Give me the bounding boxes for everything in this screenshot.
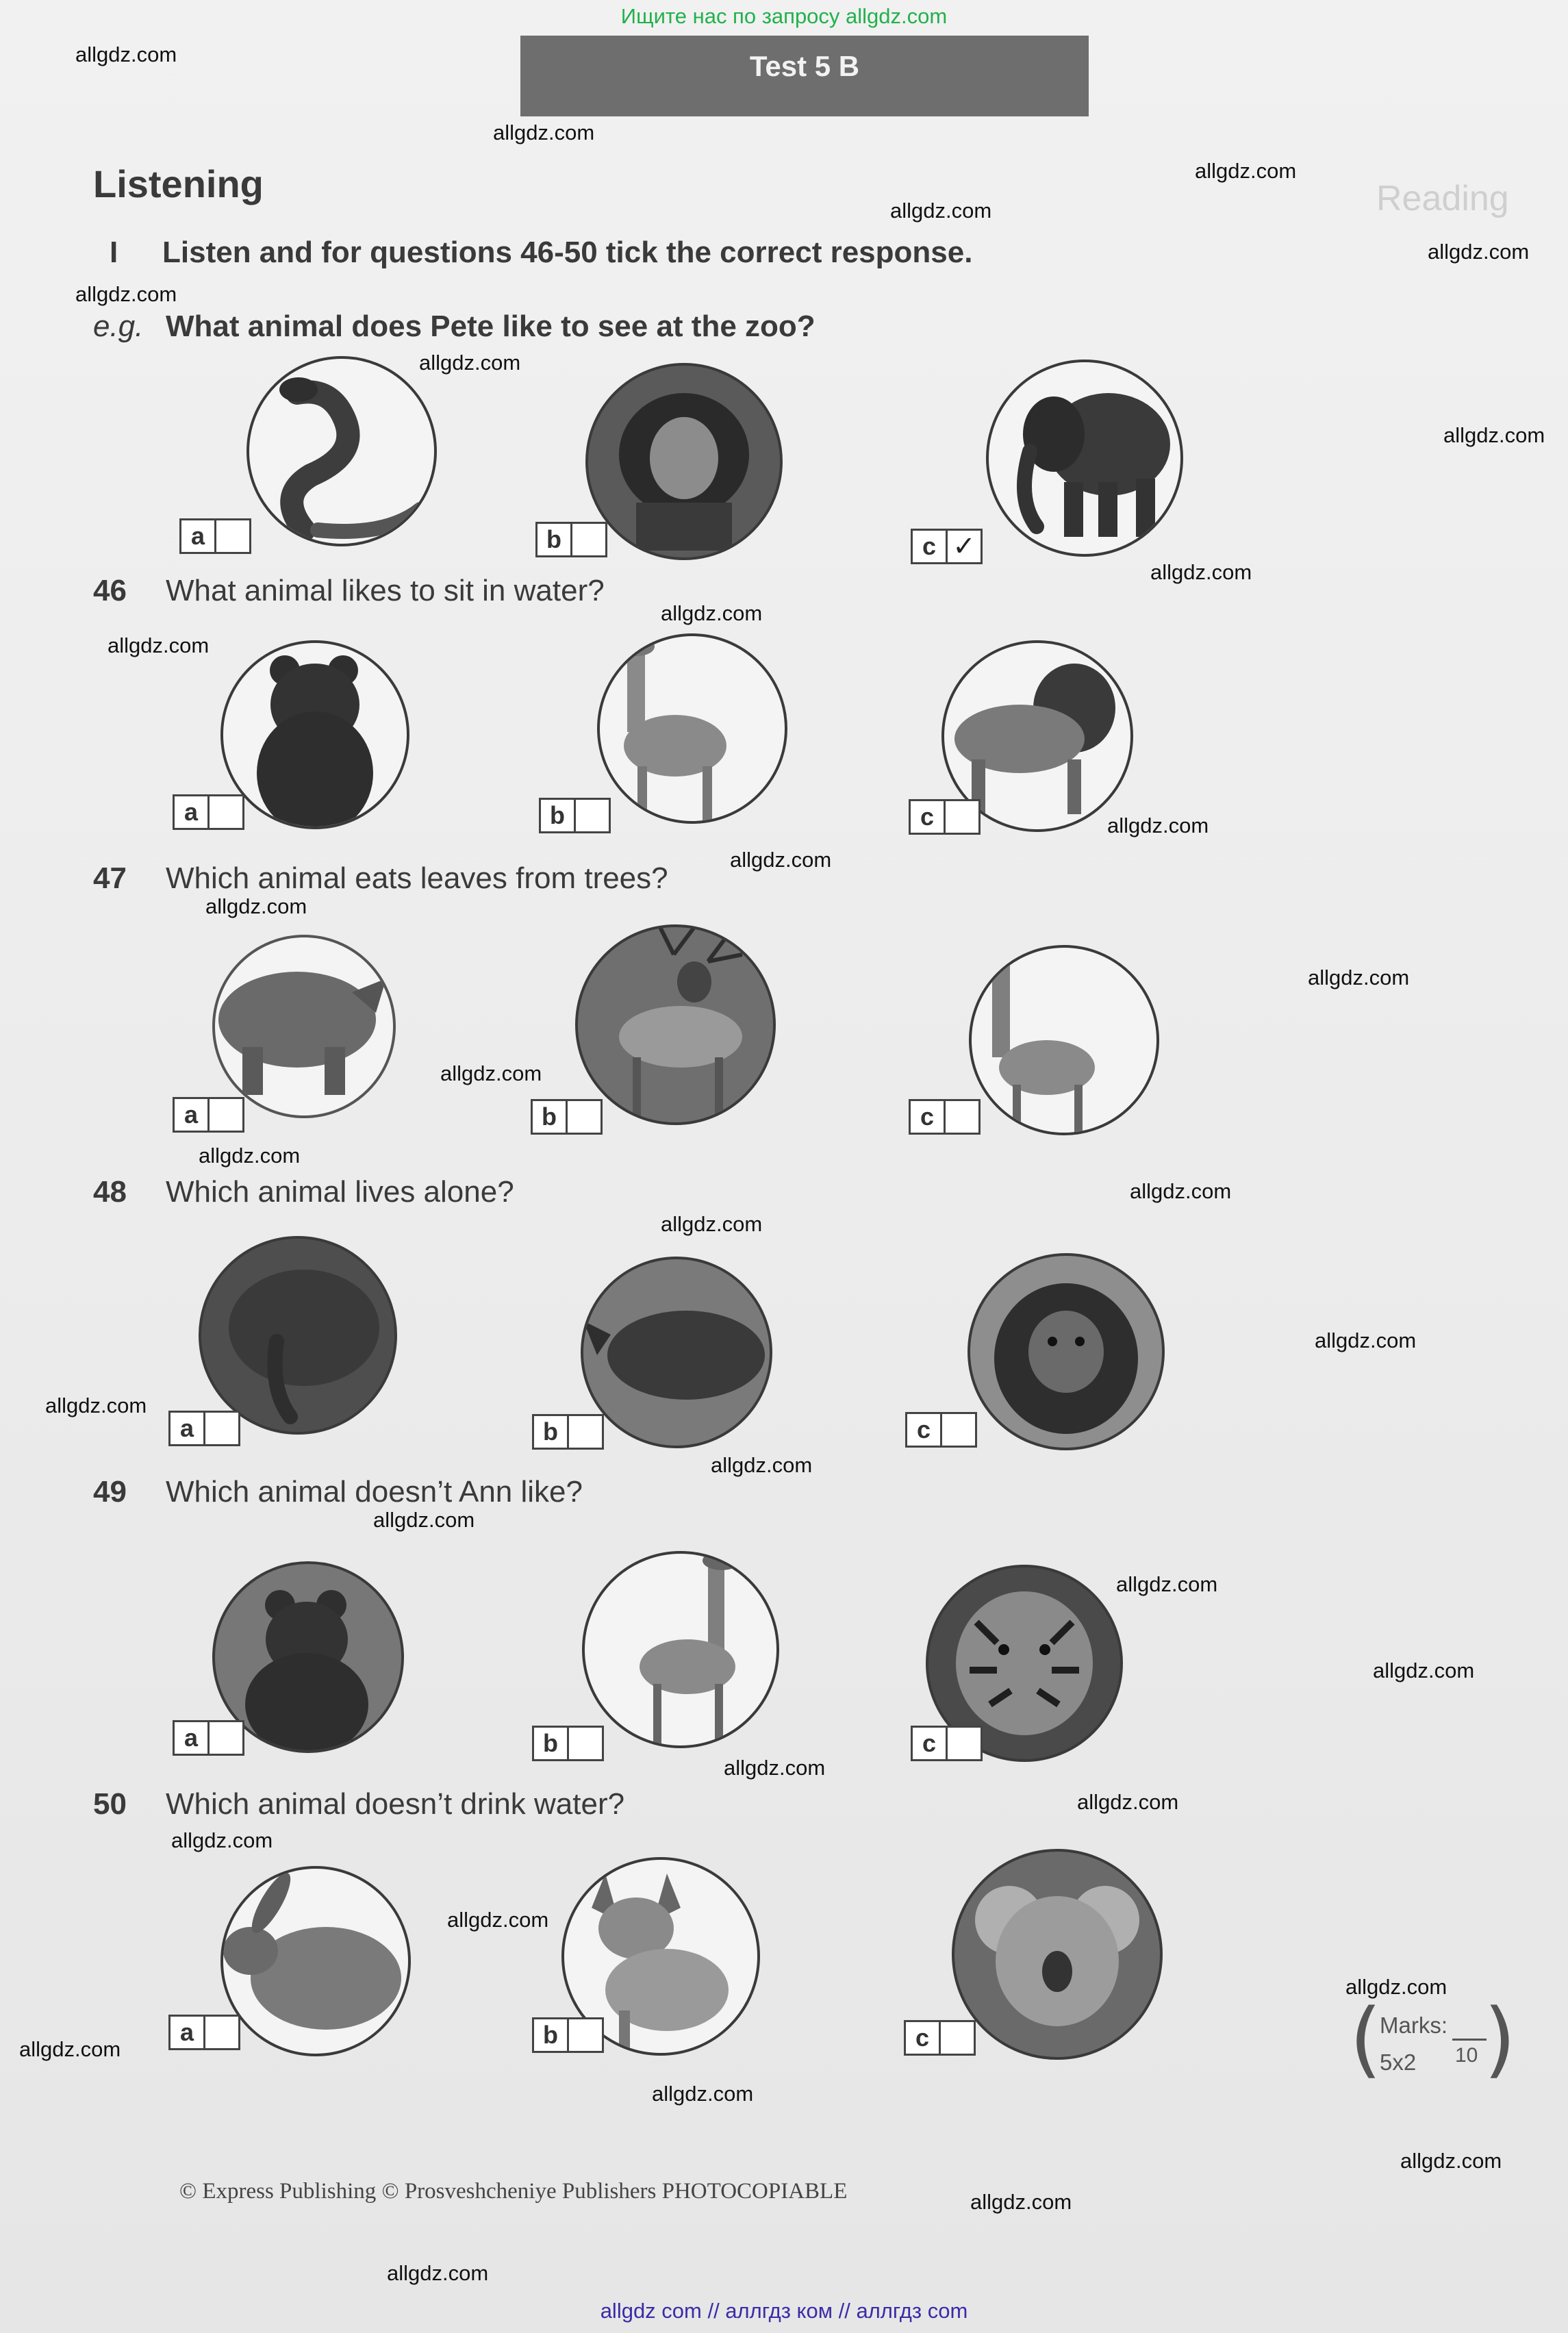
answer-box[interactable] <box>911 1726 983 1761</box>
answer-box[interactable] <box>168 1411 240 1446</box>
giraffe-icon <box>969 945 1159 1135</box>
watermark: allgdz.com <box>1308 966 1410 989</box>
option-letter: a <box>170 2017 205 2048</box>
question-number: e.g. <box>93 310 144 343</box>
tick-box[interactable] <box>568 1101 600 1133</box>
option-letter: a <box>175 1722 210 1754</box>
tick-box[interactable] <box>946 1101 978 1133</box>
rhino-icon <box>212 935 396 1118</box>
watermark: allgdz.com <box>1428 240 1530 264</box>
watermark: allgdz.com <box>447 1908 549 1932</box>
answer-box[interactable] <box>179 518 251 554</box>
site-banner-top[interactable]: Ищите нас по запросу allgdz.com <box>620 4 948 28</box>
rhino-icon <box>581 1257 772 1448</box>
bleed-through-text: Reading <box>1376 179 1509 218</box>
marks-label: Marks: <box>1380 2013 1447 2038</box>
marks-total: 10 <box>1455 2044 1478 2067</box>
watermark: allgdz.com <box>970 2190 1072 2214</box>
watermark: allgdz.com <box>1373 1659 1475 1682</box>
question-number: 47 <box>93 861 127 895</box>
elephant-icon <box>986 360 1183 557</box>
option-letter: b <box>534 1416 569 1448</box>
bear-icon <box>220 640 409 829</box>
watermark: allgdz.com <box>661 601 763 625</box>
test-title-banner: Test 5 B <box>520 36 1089 116</box>
question-number: 46 <box>93 574 127 607</box>
question-text: What animal likes to sit in water? <box>166 574 605 607</box>
watermark: allgdz.com <box>419 351 521 375</box>
watermark: allgdz.com <box>1130 1179 1232 1203</box>
question-text: Which animal doesn’t Ann like? <box>166 1475 583 1509</box>
watermark: allgdz.com <box>1107 814 1209 837</box>
watermark: allgdz.com <box>45 1394 147 1417</box>
option-letter: b <box>533 1101 568 1133</box>
watermark: allgdz.com <box>1077 1790 1179 1814</box>
marks-multiplier: 5x2 <box>1380 2050 1417 2075</box>
option-letter: c <box>906 2022 941 2054</box>
tick-box[interactable] <box>205 2017 238 2048</box>
tick-box[interactable] <box>569 1416 602 1448</box>
watermark: allgdz.com <box>75 42 177 66</box>
watermark: allgdz.com <box>1345 1975 1447 1999</box>
answer-box[interactable] <box>909 1099 981 1135</box>
question-number: 50 <box>93 1787 127 1821</box>
tick-box[interactable] <box>205 1413 238 1444</box>
answer-box[interactable] <box>173 1720 244 1756</box>
paren-right-icon: ) <box>1484 1992 1516 2087</box>
question-number: 48 <box>93 1175 127 1209</box>
option-letter: c <box>911 801 946 833</box>
instruction-number: I <box>110 236 118 269</box>
tick-box[interactable] <box>210 796 242 828</box>
watermark: allgdz.com <box>724 1756 826 1780</box>
question-number: 49 <box>93 1475 127 1509</box>
watermark: allgdz.com <box>75 282 177 306</box>
watermark: allgdz.com <box>373 1508 475 1532</box>
tick-box[interactable] <box>946 801 978 833</box>
watermark: allgdz.com <box>493 121 595 144</box>
giraffe-icon <box>597 633 787 824</box>
tick-box[interactable] <box>572 524 605 555</box>
question-text: Which animal lives alone? <box>166 1175 514 1209</box>
check-mark-icon[interactable]: ✓ <box>952 531 976 562</box>
tick-box[interactable] <box>948 1728 981 1759</box>
site-banner-bottom[interactable]: allgdz com // аллгдз ком // аллгдз com <box>600 2299 968 2323</box>
option-letter: b <box>541 800 576 831</box>
watermark: allgdz.com <box>1150 560 1252 584</box>
watermark: allgdz.com <box>205 894 307 918</box>
watermark: allgdz.com <box>652 2082 754 2106</box>
option-letter: b <box>534 1728 569 1759</box>
answer-box[interactable] <box>909 799 981 835</box>
section-heading: Listening <box>93 162 264 205</box>
option-letter: c <box>907 1414 942 1446</box>
answer-box[interactable] <box>168 2015 240 2050</box>
question-text: Which animal doesn’t drink water? <box>166 1787 625 1821</box>
watermark: allgdz.com <box>1116 1572 1218 1596</box>
watermark: allgdz.com <box>171 1828 273 1852</box>
lion-icon <box>585 363 783 560</box>
watermark: allgdz.com <box>711 1453 813 1477</box>
watermark: allgdz.com <box>730 848 832 872</box>
watermark: allgdz.com <box>1315 1328 1417 1352</box>
tick-box[interactable] <box>941 2022 974 2054</box>
tick-box[interactable] <box>210 1099 242 1131</box>
option-letter: c <box>913 1728 948 1759</box>
watermark: allgdz.com <box>1443 423 1545 447</box>
option-letter: c <box>911 1101 946 1133</box>
question-text: What animal does Pete like to see at the zoo? <box>166 310 815 343</box>
watermark: allgdz.com <box>440 1061 542 1085</box>
answer-box[interactable] <box>535 522 607 557</box>
answer-box[interactable] <box>532 1414 604 1450</box>
answer-box[interactable] <box>532 2017 604 2053</box>
answer-box[interactable] <box>904 2020 976 2056</box>
tick-box[interactable] <box>942 1414 975 1446</box>
deer-icon <box>575 924 776 1125</box>
instruction-text: Listen and for questions 46-50 tick the correct response. <box>162 236 973 269</box>
answer-box[interactable] <box>911 529 983 564</box>
tick-box[interactable] <box>569 2019 602 2051</box>
answer-box[interactable] <box>531 1099 603 1135</box>
chimpanzee-icon <box>968 1253 1165 1450</box>
answer-box[interactable] <box>539 798 611 833</box>
tick-box[interactable] <box>216 520 249 552</box>
rabbit-icon <box>220 1866 411 2056</box>
answer-box[interactable] <box>532 1726 604 1761</box>
footer-copyright: © Express Publishing © Prosveshcheniye Publishers PHOTOCOPIABLE <box>179 2179 848 2204</box>
option-letter: a <box>181 520 216 552</box>
question-text: Which animal eats leaves from trees? <box>166 861 668 895</box>
snake-icon <box>246 356 437 546</box>
answer-box[interactable] <box>173 1097 244 1133</box>
paren-left-icon: ( <box>1350 1992 1382 2087</box>
watermark: allgdz.com <box>108 633 210 657</box>
answer-box[interactable] <box>173 794 244 830</box>
watermark: allgdz.com <box>1400 2149 1502 2173</box>
elephant-icon <box>199 1236 397 1435</box>
answer-box[interactable] <box>905 1412 977 1448</box>
watermark: allgdz.com <box>387 2261 489 2285</box>
option-letter: a <box>175 1099 210 1131</box>
watermark: allgdz.com <box>199 1144 301 1168</box>
option-letter: b <box>534 2019 569 2051</box>
marks-box <box>1350 1992 1516 2092</box>
tick-box[interactable] <box>576 800 609 831</box>
score-line <box>1452 2039 1487 2041</box>
watermark: allgdz.com <box>1195 159 1297 183</box>
watermark: allgdz.com <box>661 1212 763 1236</box>
koala-icon <box>952 1849 1163 2060</box>
option-letter: b <box>538 524 572 555</box>
tick-box[interactable] <box>569 1728 602 1759</box>
tick-box[interactable] <box>210 1722 242 1754</box>
watermark: allgdz.com <box>890 199 992 223</box>
option-letter: a <box>170 1413 205 1444</box>
giraffe-icon <box>582 1551 779 1748</box>
option-letter: c <box>913 531 948 562</box>
watermark: allgdz.com <box>19 2037 121 2061</box>
option-letter: a <box>175 796 210 828</box>
